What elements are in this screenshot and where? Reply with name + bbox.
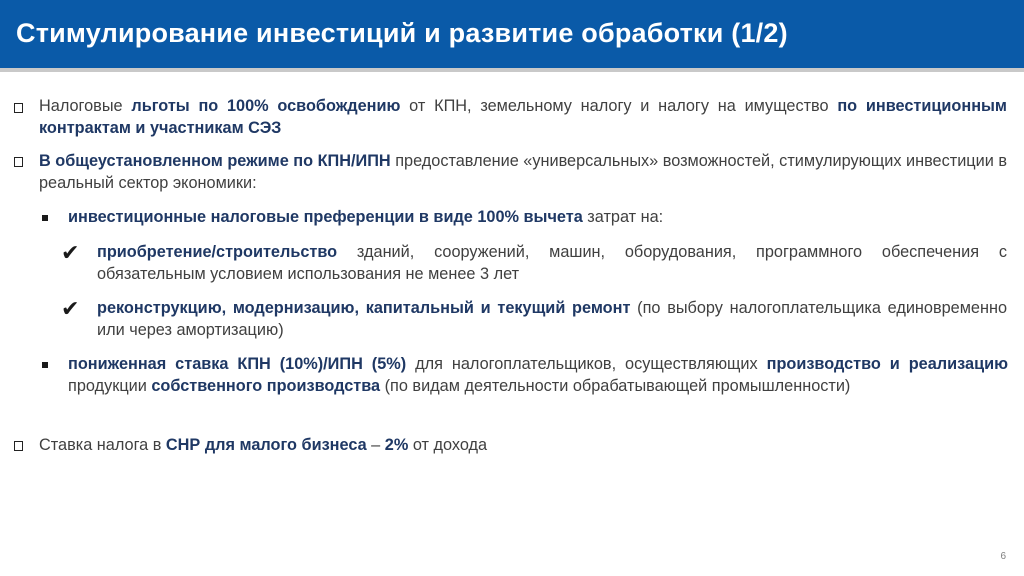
bold-span: по инвестиционным контрактам и участникам СЭЗ [39, 97, 1007, 137]
small-square-bullet-icon [42, 215, 48, 221]
title-bar [0, 0, 1024, 72]
bold-span: льготы по 100% освобождению [131, 97, 401, 115]
sub-bullet-1 [68, 207, 1008, 229]
text-span: (по выбору налогоплательщика единовременно или через амортизацию) [97, 299, 1008, 339]
bold-span: СНР для малого бизнеса [165, 436, 367, 454]
page-title: Стимулирование инвестиций и развитие обработки (1/2) [16, 18, 788, 48]
text-span: от дохода [408, 436, 488, 454]
checkmark-icon: ✔ [61, 296, 80, 321]
bullet-paragraph-1 [39, 96, 1007, 139]
text-span: для налогоплательщиков, осуществляющих [406, 355, 767, 373]
bold-span: пониженная ставка КПН (10%)/ИПН (5%) [68, 355, 407, 373]
text-span: – [366, 436, 385, 454]
text-span: (по видам деятельности обрабатывающей промышленности) [380, 376, 851, 395]
bold-span: В общеустановленном режиме по КПН/ИПН [39, 152, 391, 170]
text-span: продукции [68, 376, 152, 395]
bold-span: производство и реализацию [766, 355, 1008, 373]
text-span: предоставление «универсальных» возможностей, стимулирующих инвестиции в реальный сектор экономики: [39, 152, 1007, 192]
text-span: зданий, сооружений, машин, оборудования, программного обеспечения с обязательным условием использования не менее 3 лет [97, 243, 1007, 283]
text-span: от КПН, земельному налогу и налогу на имущество [400, 97, 838, 115]
sub-bullet-2 [68, 354, 1008, 397]
bold-span: инвестиционные налоговые преференции в виде 100% вычета [68, 208, 583, 226]
check-item-1 [97, 242, 1007, 285]
bold-span: реконструкцию, модернизацию, капитальный и текущий ремонт [97, 299, 631, 317]
square-bullet-icon [14, 103, 23, 113]
bold-span: 2% [384, 436, 409, 454]
bold-span: собственного производства [151, 376, 381, 395]
checkmark-icon: ✔ [61, 240, 80, 265]
text-span: Налоговые [39, 97, 132, 115]
square-bullet-icon [14, 157, 23, 167]
bold-span: приобретение/строительство [97, 243, 338, 261]
square-bullet-icon [14, 441, 23, 451]
bullet-paragraph-3 [39, 435, 1007, 457]
page-number: 6 [1000, 551, 1006, 562]
bullet-paragraph-2 [39, 151, 1007, 194]
check-item-2 [97, 298, 1007, 341]
text-span: Ставка налога в [39, 436, 166, 454]
text-span: затрат на: [582, 208, 664, 226]
small-square-bullet-icon [42, 362, 48, 368]
